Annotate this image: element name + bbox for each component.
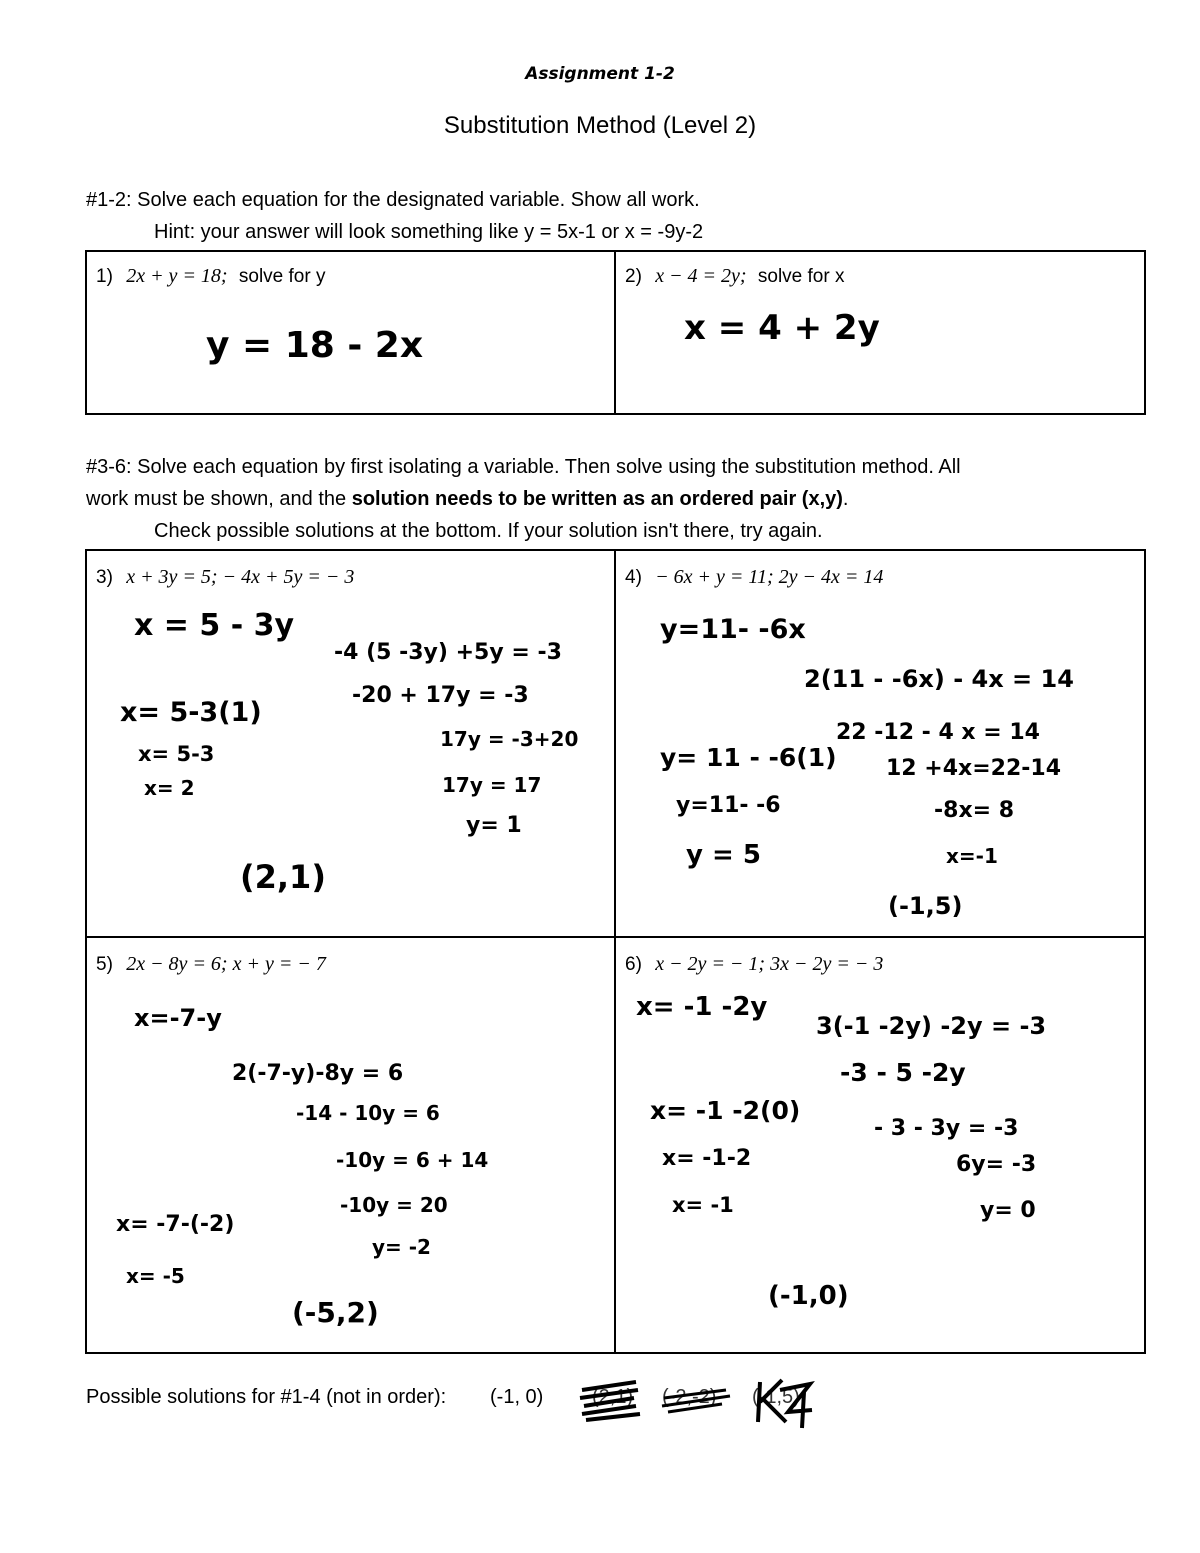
section2-check-note: Check possible solutions at the bottom. If your solution isn't there, try again. [154, 520, 823, 542]
handwritten-step: 2(11 - -6x) - 4x = 14 [804, 665, 1074, 693]
section2-instructions-line2 [86, 483, 848, 515]
problem-equation: 2x − 8y = 6; x + y = − 7 [126, 953, 326, 975]
handwritten-step: -10y = 20 [340, 1193, 448, 1217]
handwritten-step: 12 +4x=22-14 [886, 756, 1062, 781]
section1-hint: Hint: your answer will look something like y = 5x-1 or x = -9y-2 [154, 221, 704, 243]
handwritten-step: 17y = 17 [442, 773, 542, 797]
handwritten-step: x=-7-y [134, 1004, 222, 1032]
handwritten-step: x= -1 [672, 1193, 734, 1217]
possible-solution-crossed: (-1,5) [752, 1386, 800, 1408]
handwritten-answer: (-5,2) [292, 1296, 379, 1329]
problem-5-statement [96, 953, 326, 976]
handwritten-step: y= 11 - -6(1) [660, 743, 837, 772]
handwritten-step: x= -5 [126, 1264, 185, 1288]
handwritten-step: x=-1 [946, 844, 998, 868]
handwritten-step: 17y = -3+20 [440, 727, 579, 751]
problem-equation: x − 2y = − 1; 3x − 2y = − 3 [655, 953, 884, 975]
handwritten-step: -20 + 17y = -3 [352, 683, 529, 708]
problem-2-statement [625, 265, 844, 288]
handwritten-step: -8x= 8 [934, 798, 1015, 823]
problem-number: 4) [625, 567, 642, 588]
section2-instructions: #3-6: Solve each equation by first isolating a variable. Then solve using the substitution method. All [86, 456, 961, 478]
handwritten-step: -14 - 10y = 6 [296, 1101, 440, 1125]
handwritten-step: y= -2 [372, 1235, 431, 1259]
handwritten-step: -10y = 6 + 14 [336, 1148, 489, 1172]
grid-divider [85, 936, 1146, 938]
problem-equation: 2x + y = 18; [126, 265, 228, 287]
handwritten-step: - 3 - 3y = -3 [874, 1116, 1019, 1141]
handwritten-step: 3(-1 -2y) -2y = -3 [816, 1012, 1047, 1040]
problem-6-statement [625, 953, 883, 976]
handwritten-step: 6y= -3 [956, 1152, 1037, 1177]
problem-number: 5) [96, 954, 113, 975]
handwritten-step: 2(-7-y)-8y = 6 [232, 1061, 404, 1086]
instructions-emphasis: solution needs to be written as an ordered pair (x,y) [351, 488, 843, 510]
problem-instruction: solve for x [757, 266, 845, 287]
handwritten-step: y= 0 [980, 1198, 1036, 1223]
possible-solutions-label: Possible solutions for #1-4 (not in order): [86, 1386, 447, 1408]
handwritten-step: x= -7-(-2) [116, 1212, 235, 1237]
handwritten-step: -4 (5 -3y) +5y = -3 [334, 640, 562, 665]
problem-equation: x + 3y = 5; − 4x + 5y = − 3 [126, 566, 355, 588]
handwritten-answer: (-1,0) [768, 1281, 849, 1311]
problem-instruction: solve for y [238, 266, 326, 287]
handwritten-step: y=11- -6 [676, 793, 781, 818]
possible-solution-crossed: (-2,-2) [662, 1386, 717, 1408]
handwritten-step: 22 -12 - 4 x = 14 [836, 720, 1040, 745]
handwritten-answer: (-1,5) [888, 892, 963, 920]
problem-number: 3) [96, 567, 113, 588]
handwritten-step: y = 5 [686, 840, 761, 870]
handwritten-step: x= -1 -2y [636, 992, 768, 1022]
grid-divider [614, 549, 616, 1354]
problem-number: 6) [625, 954, 642, 975]
handwritten-step: -3 - 5 -2y [840, 1058, 966, 1087]
instructions-text: work must be shown, and the [86, 488, 352, 510]
problem-3-statement [96, 566, 354, 589]
scribble-mark [752, 1372, 822, 1432]
section1-instructions: #1-2: Solve each equation for the designated variable. Show all work. [86, 189, 700, 211]
assignment-label: Assignment 1-2 [525, 64, 675, 84]
handwritten-step: x = 5 - 3y [134, 608, 295, 643]
handwritten-step: y= 1 [466, 813, 522, 838]
scribble-mark [660, 1382, 740, 1422]
problem-number: 2) [625, 266, 642, 287]
handwritten-answer: (2,1) [240, 858, 326, 896]
handwritten-answer: x = 4 + 2y [684, 308, 880, 348]
problem-equation: − 6x + y = 11; 2y − 4x = 14 [655, 566, 884, 588]
problem-number: 1) [96, 266, 113, 287]
handwritten-answer: y = 18 - 2x [206, 325, 424, 366]
problem-equation: x − 4 = 2y; [655, 265, 747, 287]
problem-1-statement [96, 265, 325, 288]
handwritten-step: x= 2 [144, 776, 195, 800]
scribble-mark [578, 1378, 648, 1428]
handwritten-step: x= -1-2 [662, 1146, 752, 1171]
instructions-end: . [842, 488, 849, 510]
handwritten-step: y=11- -6x [660, 614, 806, 645]
possible-solution: (-1, 0) [490, 1386, 544, 1408]
grid-divider [614, 250, 616, 415]
handwritten-step: x= -1 -2(0) [650, 1096, 801, 1125]
page-title: Substitution Method (Level 2) [443, 112, 757, 139]
handwritten-step: x= 5-3 [138, 742, 215, 766]
possible-solution-crossed: (2,1) [592, 1386, 634, 1408]
problem-4-statement [625, 566, 883, 589]
handwritten-step: x= 5-3(1) [120, 697, 262, 728]
